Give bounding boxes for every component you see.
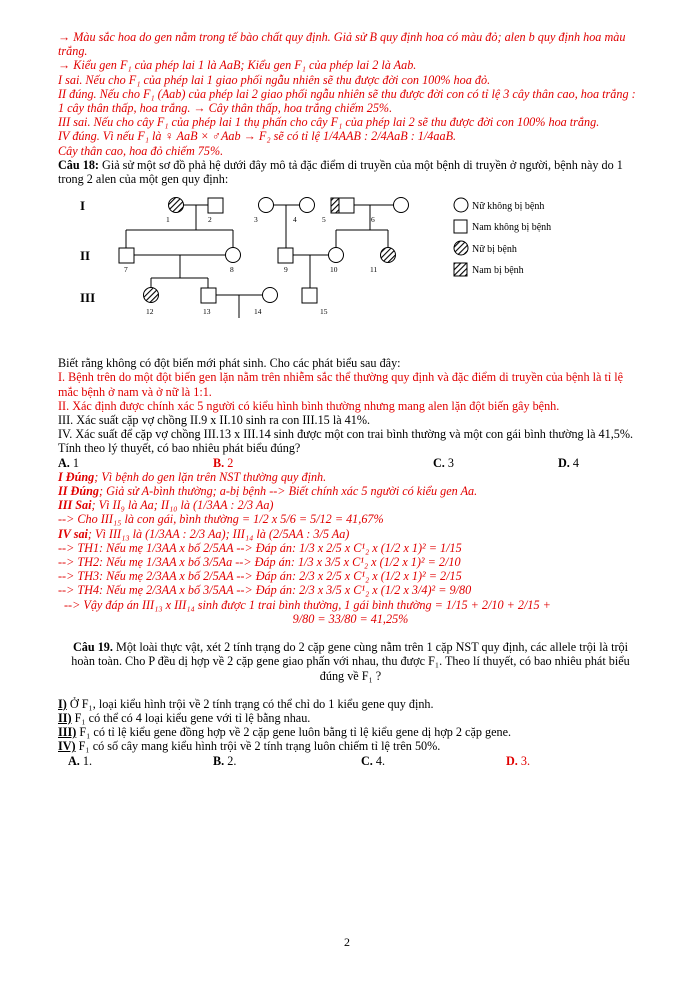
question-label: Câu 18: xyxy=(58,157,99,172)
option-a[interactable]: A. 1. xyxy=(68,753,93,768)
solution-line: --> TH1: Nếu mẹ 1/3AA x bố 2/5AA --> Đáp án: 1/3 x 2/5 x C¹₂ x (1/2 x 1)² = 1/15 xyxy=(58,540,462,555)
unaffected-male-symbol xyxy=(201,288,216,303)
statement: IV) F₁ có số cây mang kiểu hình trội về 2 tính trạng luôn chiếm tỉ lệ trên 50%. xyxy=(58,739,441,754)
solution-line: --> Vậy đáp án III₁₃ x III₁₄ sinh được 1 trai bình thường, 1 gái bình thường = 1/15 + 2/10 + 2/15 + xyxy=(64,597,551,612)
individual-number: 14 xyxy=(254,307,262,317)
solution-line: I sai. Nếu cho F₁ của phép lai 1 giao phối ngẫu nhiên sẽ thu được đời con 100% hoa đỏ. xyxy=(58,72,491,87)
unaffected-female-symbol xyxy=(259,198,274,213)
legend-affected-male-icon xyxy=(454,263,467,276)
individual-number: 7 xyxy=(124,265,128,275)
question-text: Một loài thực vật, xét 2 tính trạng do 2 cặp gene cùng nằm trên 1 cặp NST quy định, các allele trội là trội hoàn toàn. Cho P đều dị hợp về 2 cặp gene giao phấn với nhau, thu được F₁. Theo lí thuyết, có bao nhiêu phát biểu đúng về F₁ ? xyxy=(71,640,630,683)
individual-number: 10 xyxy=(330,265,338,275)
solution-line: III Sai; Vì II₉ là Aa; II₁₀ là (1/3AA : 2/3 Aa) xyxy=(58,498,274,513)
legend-label: Nữ bị bệnh xyxy=(472,244,517,256)
unaffected-female-symbol xyxy=(263,288,278,303)
unaffected-male-symbol xyxy=(278,248,293,263)
question-19-statements xyxy=(58,697,643,754)
unaffected-male-symbol xyxy=(339,198,354,213)
question-intro: Biết rằng không có đột biến mới phát sinh. Cho các phát biểu sau đây: xyxy=(58,356,401,371)
unaffected-male-symbol xyxy=(119,248,134,263)
question-18-solution xyxy=(58,470,643,626)
option-a[interactable]: A. 1 xyxy=(58,455,79,470)
individual-number: 4 xyxy=(293,215,297,225)
legend-unaffected-male-icon xyxy=(454,220,467,233)
individual-number: 5 xyxy=(322,215,326,225)
statement: II. Xác định được chính xác 5 người có kiểu hình bình thường nhưng mang alen lặn đột biến gây bệnh. xyxy=(58,398,560,413)
option-b[interactable]: B. 2. xyxy=(213,753,237,768)
unaffected-female-symbol xyxy=(329,248,344,263)
generation-label: II xyxy=(80,248,91,264)
individual-number: 15 xyxy=(320,307,328,317)
individual-number: 1 xyxy=(166,215,170,225)
question-text: Giả sử một sơ đồ phả hệ dưới đây mô tả đặc điểm di truyền của một bệnh di truyền ở người, bệnh này do 1 trong 2 alen của một gen quy định: xyxy=(58,157,623,187)
solution-line: II Đúng; Giả sử A-bình thường; a-bị bệnh --> Biết chính xác 5 người có kiểu gen Aa. xyxy=(58,484,478,499)
individual-number: 2 xyxy=(208,215,212,225)
legend-unaffected-female-icon xyxy=(454,198,468,212)
solution-line: Cây thân cao, hoa đỏ chiếm 75%. xyxy=(58,143,224,158)
statement: III) F₁ có tỉ lệ kiểu gene đồng hợp về 2 cặp gene luôn bằng tỉ lệ kiểu gene dị hợp 2 cặp gene. xyxy=(58,725,512,740)
solution-line: --> TH3: Nếu mẹ 2/3AA x bố 2/5AA --> Đáp án: 2/3 x 2/5 x C¹₂ x (1/2 x 1)² = 2/15 xyxy=(58,569,462,584)
unaffected-male-symbol xyxy=(208,198,223,213)
page-number: 2 xyxy=(344,935,350,949)
statement: IV. Xác suất để cặp vợ chồng III.13 x III.14 sinh được một con trai bình thường và một con gái bình thường là 41,5%. xyxy=(58,427,634,442)
statement: II) F₁ có thể có 4 loại kiểu gene với tỉ lệ bằng nhau. xyxy=(58,710,311,725)
solution-line: --> Cho III₁₅ là con gái, bình thường = 1/2 x 5/6 = 5/12 = 41,67% xyxy=(58,512,384,527)
individual-number: 9 xyxy=(284,265,288,275)
legend-label: Nữ không bị bệnh xyxy=(472,201,545,213)
solution-line: --> TH2: Nếu mẹ 1/3AA x bố 3/5Aa --> Đáp án: 1/3 x 3/5 x C¹₂ x (1/2 x 1)² = 2/10 xyxy=(58,555,461,570)
statement: I) Ở F₁, loại kiểu hình trội về 2 tính trạng có thể chỉ do 1 kiểu gene quy định. xyxy=(58,696,434,711)
individual-number: 3 xyxy=(254,215,258,225)
legend-label: Nam không bị bệnh xyxy=(472,222,552,234)
question-ask: Tính theo lý thuyết, có bao nhiêu phát biểu đúng? xyxy=(58,441,301,456)
individual-number: 13 xyxy=(203,307,211,317)
individual-number: 8 xyxy=(230,265,234,275)
solution-line: → Kiểu gen F₁ của phép lai 1 là AaB; Kiểu gen F₁ của phép lai 2 là Aab. xyxy=(58,58,417,73)
unaffected-female-symbol xyxy=(394,198,409,213)
legend-label: Nam bị bệnh xyxy=(472,265,524,277)
unaffected-female-symbol xyxy=(226,248,241,263)
individual-number: 12 xyxy=(146,307,154,317)
generation-label: III xyxy=(80,290,96,306)
answer-options xyxy=(58,456,643,470)
solution-line: → Màu sắc hoa do gen nằm trong tế bào chất quy định. Giả sử B quy định hoa có màu đỏ; alen b quy định hoa màu trắng. xyxy=(58,30,626,59)
affected-female-symbol xyxy=(169,198,184,213)
unaffected-female-symbol xyxy=(300,198,315,213)
document-page xyxy=(58,30,643,768)
solution-line: II đúng. Nếu cho F₁ (Aab) của phép lai 2 giao phối ngẫu nhiên sẽ thu được đời con có tỉ lệ 3 cây thân cao, hoa trắng : 1 cây thân thấp, hoa trắng. → Cây thân thấp, hoa trắng chiếm 25%. xyxy=(58,86,636,116)
legend-affected-female-icon xyxy=(454,241,468,255)
previous-solution xyxy=(58,30,643,158)
statement: III. Xác suất cặp vợ chồng II.9 x II.10 sinh ra con III.15 là 41%. xyxy=(58,413,371,428)
individual-number: 6 xyxy=(371,215,375,225)
affected-female-symbol xyxy=(144,288,159,303)
pedigree-diagram xyxy=(58,190,643,350)
option-c[interactable]: C. 4. xyxy=(361,753,386,768)
answer-options xyxy=(58,754,643,768)
solution-line: III sai. Nếu cho cây F₁ của phép lai 1 thụ phấn cho cây F₁ của phép lai 2 sẽ thu được đời con 100% hoa trắng. xyxy=(58,115,600,130)
option-b[interactable]: B. 2 xyxy=(213,455,234,470)
option-c[interactable]: C. 3 xyxy=(433,455,454,470)
question-label: Câu 19. xyxy=(72,640,113,655)
solution-line: --> TH4: Nếu mẹ 2/3AA x bố 3/5AA --> Đáp án: 2/3 x 3/5 x C¹₂ x (1/2 x 3/4)² = 9/80 xyxy=(58,583,472,598)
option-d[interactable]: D. 4 xyxy=(558,455,579,470)
solution-line: IV đúng. Vì nếu F₁ là ♀ AaB × ♂Aab → F₂ sẽ có tỉ lệ 1/4AAB : 2/4AaB : 1/4aaB. xyxy=(58,129,457,144)
solution-line: 9/80 = 33/80 = 41,25% xyxy=(292,611,409,626)
question-19 xyxy=(58,640,643,683)
option-d[interactable]: D. 3. xyxy=(506,753,531,768)
affected-female-symbol xyxy=(381,248,396,263)
pedigree-svg xyxy=(58,190,578,350)
solution-line: I Đúng; Vì bệnh do gen lặn trên NST thường quy định. xyxy=(58,469,327,484)
question-18 xyxy=(58,158,643,186)
unaffected-male-symbol xyxy=(302,288,317,303)
solution-line: IV sai; Vì III₁₃ là (1/3AA : 2/3 Aa); III₁₄ là (2/5AA : 3/5 Aa) xyxy=(58,526,350,541)
statement: I. Bệnh trên do một đột biến gen lặn nằm trên nhiễm sắc thể thường quy định và đặc điểm di truyền của bệnh là tỉ lệ mắc bệnh ở nam và ở nữ là 1:1. xyxy=(58,370,624,399)
generation-label: I xyxy=(80,198,86,214)
individual-number: 11 xyxy=(370,265,378,275)
